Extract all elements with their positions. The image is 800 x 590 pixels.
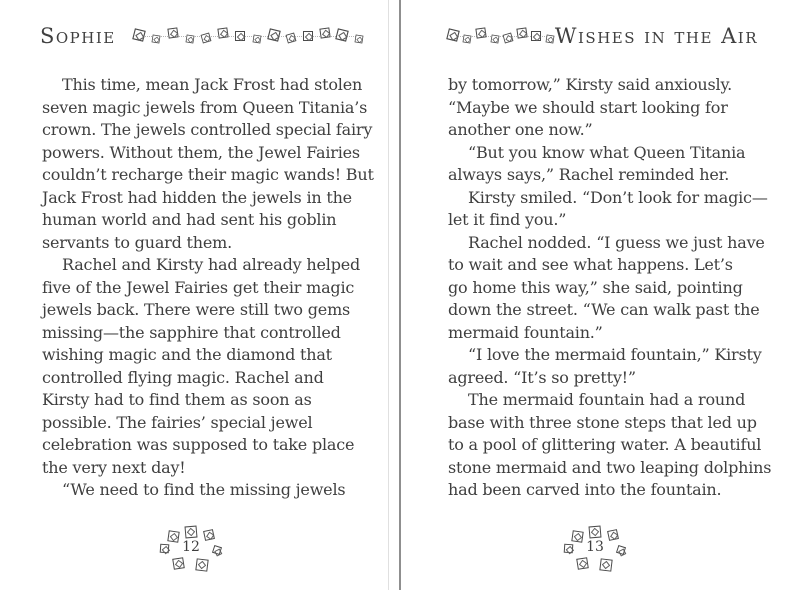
jewel-icon <box>475 27 486 38</box>
paragraph <box>448 232 771 345</box>
text-line: to wait and see what happens. Let’s <box>448 255 733 274</box>
jewel-icon <box>167 27 178 38</box>
paragraph <box>448 142 771 187</box>
page-fold-shadow <box>388 0 389 590</box>
text-line: controlled flying magic. Rachel and <box>42 367 324 387</box>
text-line: “I love the mermaid fountain,” Kirsty <box>468 345 762 364</box>
text-line: The mermaid fountain had a round <box>468 390 746 409</box>
text-line: jewels back. There were still two gems <box>42 300 351 319</box>
paragraph <box>42 479 374 502</box>
jewel-icon <box>185 35 194 44</box>
jewel-icon <box>446 28 460 42</box>
text-line: possible. The fairies’ special jewel <box>42 412 313 432</box>
text-line: Kirsty had to find them as soon as <box>42 390 312 409</box>
jewel-icon <box>253 35 262 44</box>
jewel-icon <box>462 35 471 44</box>
jewel-icon <box>531 31 541 41</box>
text-line: This time, mean Jack Frost had stolen <box>62 75 363 94</box>
right-running-header <box>448 22 758 50</box>
text-line: human world and had sent his goblin <box>42 210 337 229</box>
jewel-icon <box>490 35 499 44</box>
jewel-icon <box>267 28 281 42</box>
jewel-icon <box>616 545 626 555</box>
jewel-icon <box>201 33 212 44</box>
jewel-icon <box>571 530 583 542</box>
jewel-icon <box>517 27 528 38</box>
jewel-icon <box>319 27 330 38</box>
jewel-icon <box>212 545 222 555</box>
paragraph <box>42 254 374 479</box>
paragraph <box>448 187 771 232</box>
text-line: base with three stone steps that led up <box>448 412 757 432</box>
jewel-icon <box>172 557 185 570</box>
right-page <box>402 0 800 590</box>
jewel-icon <box>599 558 612 571</box>
jewel-icon <box>235 31 245 41</box>
text-line: Jack Frost had hidden the jewels in the <box>42 187 352 207</box>
jewel-icon <box>151 35 160 44</box>
jewel-icon <box>503 33 514 44</box>
text-line: go home this way,” she said, pointing <box>448 277 743 297</box>
text-line: agreed. “It’s so pretty!” <box>448 367 636 387</box>
text-line: missing—the sapphire that controlled <box>42 322 341 342</box>
text-line: Rachel and Kirsty had already helped <box>62 255 361 274</box>
page-number: 13 <box>586 539 604 555</box>
text-line: five of the Jewel Fairies get their magic <box>42 277 355 297</box>
text-line: stone mermaid and two leaping dolphins <box>448 457 772 477</box>
text-line: “But you know what Queen Titania <box>468 142 746 162</box>
page-number-medallion <box>160 526 224 572</box>
paragraph <box>448 389 771 502</box>
left-page <box>0 0 388 590</box>
jewel-icon <box>564 544 574 554</box>
jewel-icon <box>167 530 179 542</box>
text-line: “Maybe we should start looking for <box>448 97 728 117</box>
text-line: another one now.” <box>448 120 593 139</box>
jewel-icon <box>354 35 363 44</box>
right-page-text <box>448 74 771 502</box>
jewel-icon <box>132 28 146 42</box>
jewel-icon <box>303 31 313 41</box>
text-line: down the street. “We can walk past the <box>448 300 760 319</box>
text-line: servants to guard them. <box>42 232 233 252</box>
jewel-icon <box>184 525 197 538</box>
jewel-icon <box>195 558 208 571</box>
text-line: crown. The jewels controlled special fairy <box>42 120 373 139</box>
paragraph <box>42 74 374 254</box>
text-line: to a pool of glittering water. A beautiful <box>448 435 762 454</box>
jewel-icon <box>545 35 554 44</box>
jewel-ornament-chain <box>448 28 555 44</box>
left-page-text <box>42 74 374 502</box>
text-line: the very next day! <box>42 457 186 477</box>
text-line: “We need to find the missing jewels <box>62 480 346 499</box>
text-line: let it find you.” <box>448 210 567 229</box>
character-name-title: Sophie <box>40 24 116 48</box>
jewel-icon <box>607 529 619 541</box>
text-line: powers. Without them, the Jewel Fairies <box>42 142 360 162</box>
jewel-icon <box>335 28 349 42</box>
text-line: had been carved into the fountain. <box>448 480 722 499</box>
jewel-icon <box>218 27 229 38</box>
text-line: couldn’t recharge their magic wands! But <box>42 165 374 184</box>
text-line: always says,” Rachel reminded her. <box>448 165 730 184</box>
page-number-medallion <box>564 526 628 572</box>
jewel-icon <box>286 33 297 44</box>
jewel-icon <box>160 544 170 554</box>
page-fold-line <box>399 0 401 590</box>
text-line: celebration was supposed to take place <box>42 435 355 454</box>
left-running-header <box>40 22 364 50</box>
page-number: 12 <box>182 539 200 555</box>
jewel-icon <box>203 529 215 541</box>
text-line: seven magic jewels from Queen Titania’s <box>42 97 368 117</box>
book-title: Wishes in the Air <box>554 24 758 48</box>
jewel-icon <box>576 557 589 570</box>
paragraph <box>448 344 771 389</box>
text-line: Kirsty smiled. “Don’t look for magic— <box>468 187 768 207</box>
paragraph <box>448 74 771 142</box>
text-line: by tomorrow,” Kirsty said anxiously. <box>448 75 733 94</box>
text-line: Rachel nodded. “I guess we just have <box>468 232 765 252</box>
jewel-icon <box>588 525 601 538</box>
jewel-ornament-chain <box>134 28 364 44</box>
text-line: mermaid fountain.” <box>448 322 603 342</box>
text-line: wishing magic and the diamond that <box>42 345 332 364</box>
